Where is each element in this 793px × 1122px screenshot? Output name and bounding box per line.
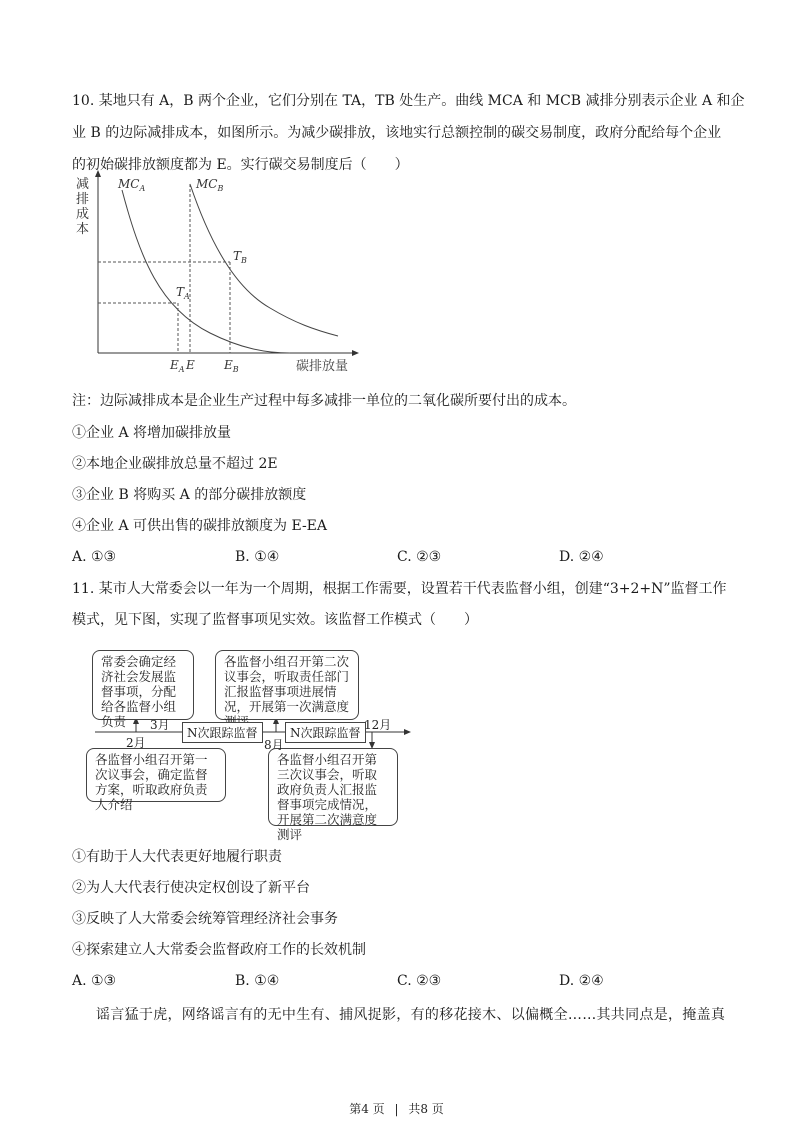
curve-mcb xyxy=(190,184,338,336)
tb-label: $T_B$ xyxy=(233,249,247,265)
track-supervision-2: N次跟踪监督 xyxy=(285,722,366,743)
q10-statement-2: ②本地企业碳排放总量不超过 2E xyxy=(72,456,278,472)
q11-stem-line-1: 11. 某市人大常委会以一年为一个周期，根据工作需要，设置若干代表监督小组，创建“3+2+N”监督工作 xyxy=(72,581,727,597)
q10-statement-4: ④企业 A 可供出售的碳排放额度为 E-EA xyxy=(72,518,328,534)
q11-stem-line-2: 模式，见下图，实现了监督事项见实效。该监督工作模式（ ） xyxy=(72,612,478,628)
month-mar: 3月 xyxy=(150,718,170,732)
curve-mca xyxy=(122,190,290,353)
q11-statement-2: ②为人大代表行使决定权创设了新平台 xyxy=(72,880,310,896)
page-total: 共8 页 xyxy=(408,1102,444,1116)
e-tick-label: E xyxy=(186,358,195,372)
box-second-meeting: 各监督小组召开第二次议事会，听取责任部门汇报监督事项进展情况，开展第一次满意度 xyxy=(215,650,359,720)
q11-statement-3: ③反映了人大常委会统筹管理经济社会事务 xyxy=(72,911,338,927)
box-first-meeting: 各监督小组召开第一次议事会，确定监督方案，听取政府负责人介绍 xyxy=(86,748,226,802)
marginal-abatement-cost-graph xyxy=(70,168,370,378)
q11-option-d[interactable]: D. ②④ xyxy=(559,973,604,989)
q10-option-b[interactable]: B. ①④ xyxy=(235,549,280,565)
q11-option-b[interactable]: B. ①④ xyxy=(235,973,280,989)
q10-statement-3: ③企业 B 将购买 A 的部分碳排放额度 xyxy=(72,487,307,503)
q10-option-c[interactable]: C. ②③ xyxy=(397,549,442,565)
mca-label: $MC_A$ xyxy=(118,177,146,193)
supervision-flow-diagram xyxy=(80,642,420,842)
ea-tick-label: $E_A$ xyxy=(170,358,185,374)
page-number: 第4 页 xyxy=(349,1102,385,1116)
q10-option-a[interactable]: A. ①③ xyxy=(72,549,117,565)
q10-option-d[interactable]: D. ②④ xyxy=(559,549,604,565)
month-dec: 12月 xyxy=(364,718,392,732)
mcb-label: $MC_B$ xyxy=(196,177,224,193)
q11-statement-4: ④探索建立人大常委会监督政府工作的长效机制 xyxy=(72,942,366,958)
q10-stem-line-2: 业 B 的边际减排成本，如图所示。为减少碳排放，该地实行总额控制的碳交易制度，政府分配给每个企业 xyxy=(72,125,722,141)
q11-option-c[interactable]: C. ②③ xyxy=(397,973,442,989)
q11-statement-1: ①有助于人大代表更好地履行职责 xyxy=(72,849,282,865)
box-committee-sets-items: 常委会确定经济社会发展监督事项，分配给各监督小组负责 xyxy=(92,650,194,720)
track-supervision-1: N次跟踪监督 xyxy=(182,722,263,743)
q10-note: 注：边际减排成本是企业生产过程中每多减排一单位的二氧化碳所要付出的成本。 xyxy=(72,393,576,409)
month-feb: 2月 xyxy=(126,736,146,750)
ta-label: $T_A$ xyxy=(176,285,190,301)
y-axis-label: 减排成本 xyxy=(76,177,90,237)
q10-statement-1: ①企业 A 将增加碳排放量 xyxy=(72,425,232,441)
reading-passage: 谣言猛于虎，网络谣言有的无中生有、捕风捉影，有的移花接木、以偏概全……其共同点是，掩盖真 xyxy=(96,1007,726,1023)
x-axis-label: 碳排放量 xyxy=(296,359,349,374)
q11-option-a[interactable]: A. ①③ xyxy=(72,973,117,989)
q10-stem-line-1: 10. 某地只有 A，B 两个企业，它们分别在 TA，TB 处生产。曲线 MCA 和 MCB 减排分别表示企业 A 和企 xyxy=(72,93,745,109)
q10-stem-line-3: 的初始碳排放额度都为 E。实行碳交易制度后（ ） xyxy=(72,157,409,173)
month-aug: 8月 xyxy=(264,738,284,752)
box-third-meeting: 各监督小组召开第三次议事会，听取政府负责人汇报监督事项完成情况，开展第二次满意度测评 xyxy=(268,748,398,826)
page-footer xyxy=(0,1100,793,1117)
footer-separator: | xyxy=(394,1102,399,1116)
eb-tick-label: $E_B$ xyxy=(224,358,239,374)
